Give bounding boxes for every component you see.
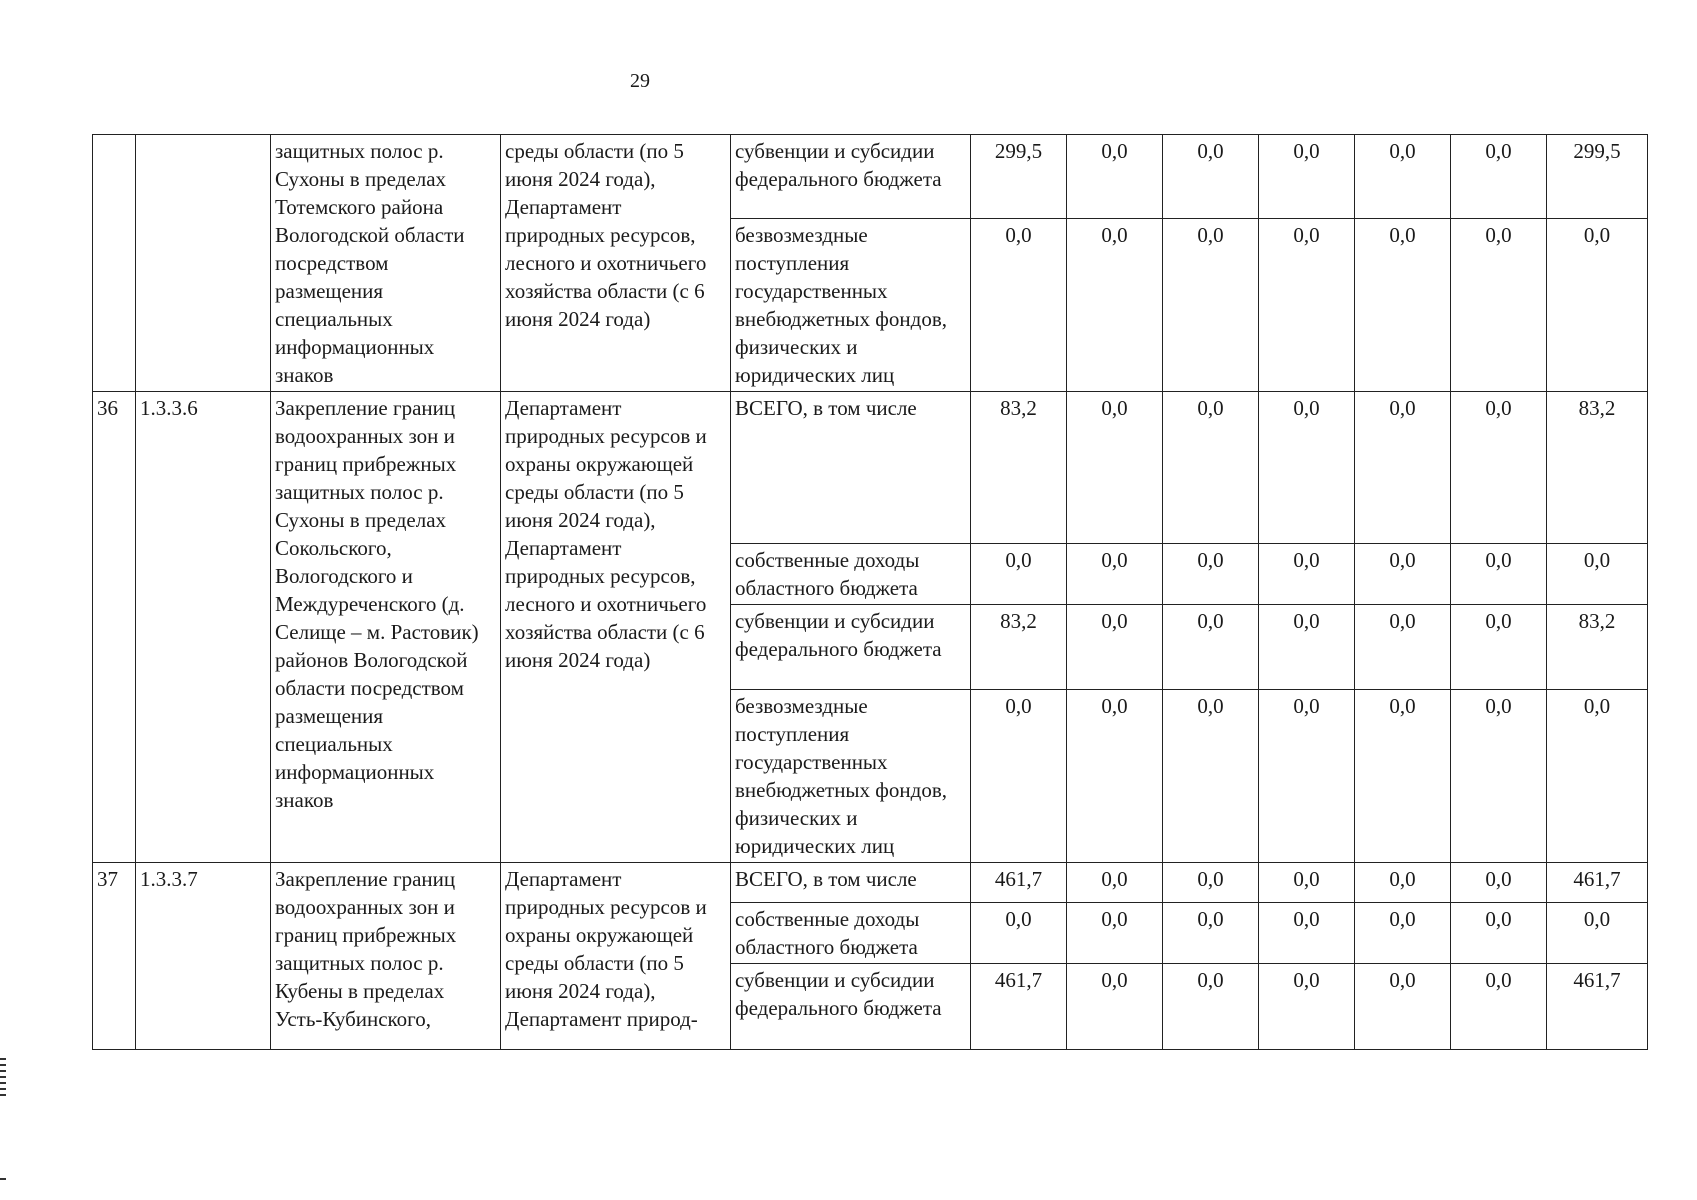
table-row [93,135,1648,219]
value-cell: 0,0 [1355,964,1451,1050]
value-cell: 0,0 [1259,690,1355,863]
value-cell: 461,7 [1547,863,1648,903]
value-cell: 0,0 [1451,392,1547,544]
value-cell: 0,0 [1259,863,1355,903]
value-cell: 0,0 [1355,544,1451,605]
value-cell: 83,2 [971,392,1067,544]
value-cell: 299,5 [971,135,1067,219]
row-number: 36 [93,392,136,863]
row-number: 37 [93,863,136,1050]
page-number: 29 [630,70,650,92]
value-cell: 83,2 [971,605,1067,690]
value-cell: 0,0 [1067,964,1163,1050]
value-cell: 0,0 [1355,863,1451,903]
value-cell: 0,0 [1355,605,1451,690]
value-cell: 0,0 [1547,690,1648,863]
value-cell: 0,0 [1259,219,1355,392]
value-cell: 0,0 [1355,690,1451,863]
value-cell: 0,0 [1163,903,1259,964]
value-cell: 0,0 [1355,903,1451,964]
value-cell: 0,0 [1067,690,1163,863]
value-cell: 0,0 [1259,392,1355,544]
value-cell: 0,0 [1163,863,1259,903]
value-cell: 0,0 [1451,544,1547,605]
value-cell: 0,0 [1163,690,1259,863]
value-cell: 461,7 [1547,964,1648,1050]
value-cell: 0,0 [1259,135,1355,219]
value-cell: 0,0 [1355,219,1451,392]
funding-source: субвенции и субсидии федерального бюджета [731,135,971,219]
table-row [93,863,1648,903]
funding-source: субвенции и субсидии федерального бюджета [731,605,971,690]
value-cell: 0,0 [1259,544,1355,605]
budget-table [92,134,1648,1050]
value-cell: 0,0 [1259,964,1355,1050]
value-cell: 461,7 [971,863,1067,903]
value-cell: 0,0 [1451,863,1547,903]
value-cell: 0,0 [1547,903,1648,964]
value-cell: 0,0 [971,219,1067,392]
measure-name: Закрепление границ водоохранных зон и границ прибрежных защитных полос р. Кубены в пределах Усть-Кубинского, [271,863,501,1050]
scan-margin-dash [0,1178,6,1180]
value-cell: 0,0 [1163,135,1259,219]
responsible-executor: среды области (по 5 июня 2024 года), Департамент природных ресурсов, лесного и охотничьего хозяйства области (с 6 июня 2024 года) [501,135,731,392]
table-row [93,392,1648,544]
value-cell: 83,2 [1547,605,1648,690]
value-cell: 83,2 [1547,392,1648,544]
row-number [93,135,136,392]
value-cell: 0,0 [1451,690,1547,863]
funding-source: безвозмездные поступления государственных внебюджетных фондов, физических и юридических лиц [731,690,971,863]
funding-source: ВСЕГО, в том числе [731,392,971,544]
funding-source: ВСЕГО, в том числе [731,863,971,903]
value-cell: 0,0 [1067,863,1163,903]
value-cell: 0,0 [1067,544,1163,605]
measure-code [136,135,271,392]
funding-source: безвозмездные поступления государственных внебюджетных фондов, физических и юридических лиц [731,219,971,392]
value-cell: 0,0 [1355,392,1451,544]
value-cell: 0,0 [1163,964,1259,1050]
value-cell: 0,0 [1547,219,1648,392]
funding-source: собственные доходы областного бюджета [731,903,971,964]
value-cell: 0,0 [1163,544,1259,605]
value-cell: 0,0 [1067,219,1163,392]
value-cell: 0,0 [1163,219,1259,392]
funding-source: собственные доходы областного бюджета [731,544,971,605]
value-cell: 0,0 [971,544,1067,605]
value-cell: 0,0 [971,903,1067,964]
value-cell: 299,5 [1547,135,1648,219]
value-cell: 461,7 [971,964,1067,1050]
value-cell: 0,0 [1067,903,1163,964]
value-cell: 0,0 [1451,219,1547,392]
value-cell: 0,0 [1067,135,1163,219]
value-cell: 0,0 [1163,392,1259,544]
measure-code: 1.3.3.6 [136,392,271,863]
measure-name: защитных полос р. Сухоны в пределах Тотемского района Вологодской области посредством размещения специальных информационных знаков [271,135,501,392]
value-cell: 0,0 [1355,135,1451,219]
value-cell: 0,0 [1547,544,1648,605]
measure-code: 1.3.3.7 [136,863,271,1050]
value-cell: 0,0 [1163,605,1259,690]
value-cell: 0,0 [1451,964,1547,1050]
value-cell: 0,0 [1067,392,1163,544]
value-cell: 0,0 [1259,605,1355,690]
value-cell: 0,0 [1451,135,1547,219]
value-cell: 0,0 [1067,605,1163,690]
value-cell: 0,0 [1259,903,1355,964]
funding-source: субвенции и субсидии федерального бюджета [731,964,971,1050]
scan-margin-marks [0,1058,6,1098]
measure-name: Закрепление границ водоохранных зон и границ прибрежных защитных полос р. Сухоны в пределах Сокольского, Вологодского и Междуреченского (д. Селище – м. Растовик) районов Вологодской области посредством размещения специальных информационных знаков [271,392,501,863]
responsible-executor: Департамент природных ресурсов и охраны окружающей среды области (по 5 июня 2024 года), Департамент природных ресурсов, лесного и охотничьего хозяйства области (с 6 июня 2024 года) [501,392,731,863]
value-cell: 0,0 [1451,903,1547,964]
responsible-executor: Департамент природных ресурсов и охраны окружающей среды области (по 5 июня 2024 года), Департамент природ- [501,863,731,1050]
value-cell: 0,0 [971,690,1067,863]
value-cell: 0,0 [1451,605,1547,690]
